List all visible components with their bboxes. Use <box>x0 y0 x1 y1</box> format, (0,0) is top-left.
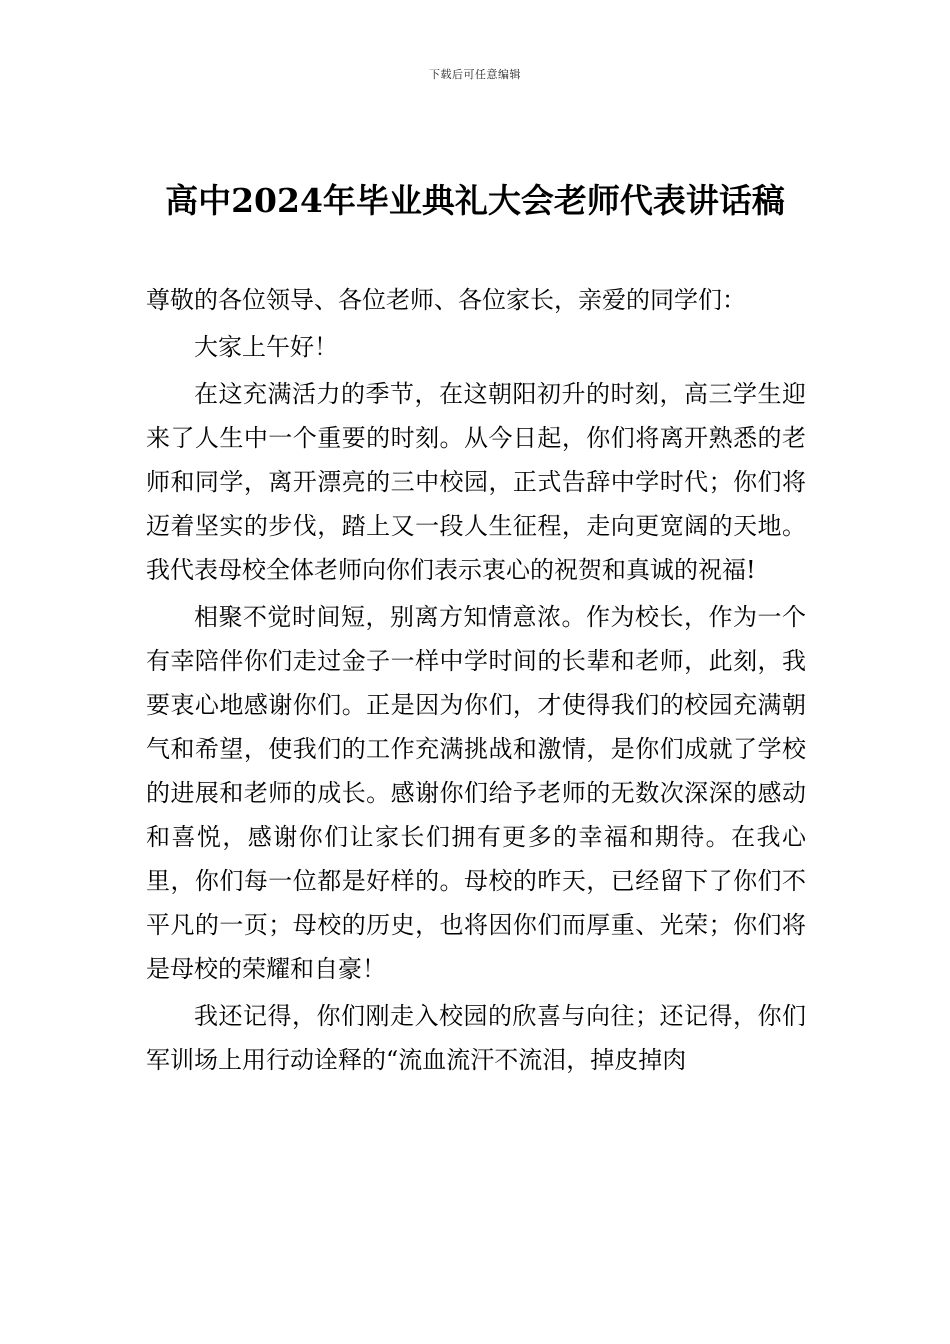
paragraph: 相聚不觉时间短，别离方知情意浓。作为校长，作为一个有幸陪伴你们走过金子一样中学时间的长辈和老师，此刻，我要衷心地感谢你们。正是因为你们，才使得我们的校园充满朝气和希望，使我们的工作充满挑战和激情，是你们成就了学校的进展和老师的成长。感谢你们给予老师的无数次深深的感动和喜悦，感谢你们让家长们拥有更多的幸福和期待。在我心里，你们每一位都是好样的。母校的昨天，已经留下了你们不平凡的一页；母校的历史，也将因你们而厚重、光荣；你们将是母校的荣耀和自豪！ <box>146 603 806 983</box>
document-body <box>146 278 806 1085</box>
paragraph-greeting: 大家上午好！ <box>194 333 338 361</box>
header-note: 下载后可任意编辑 <box>429 68 521 81</box>
paragraph: 在这充满活力的季节，在这朝阳初升的时刻，高三学生迎来了人生中一个重要的时刻。从今日起，你们将离开熟悉的老师和同学，离开漂亮的三中校园，正式告辞中学时代；你们将迈着坚实的步伐，踏上又一段人生征程，走向更宽阔的天地。我代表母校全体老师向你们表示衷心的祝贺和真诚的祝福! <box>146 380 806 584</box>
paragraph: 我还记得，你们刚走入校园的欣喜与向往；还记得，你们军训场上用行动诠释的“流血流汗不流泪，掉皮掉肉 <box>146 1002 806 1074</box>
salutation: 尊敬的各位领导、各位老师、各位家长，亲爱的同学们： <box>146 286 746 314</box>
document-title: 高中2024年毕业典礼大会老师代表讲话稿 <box>165 181 785 220</box>
